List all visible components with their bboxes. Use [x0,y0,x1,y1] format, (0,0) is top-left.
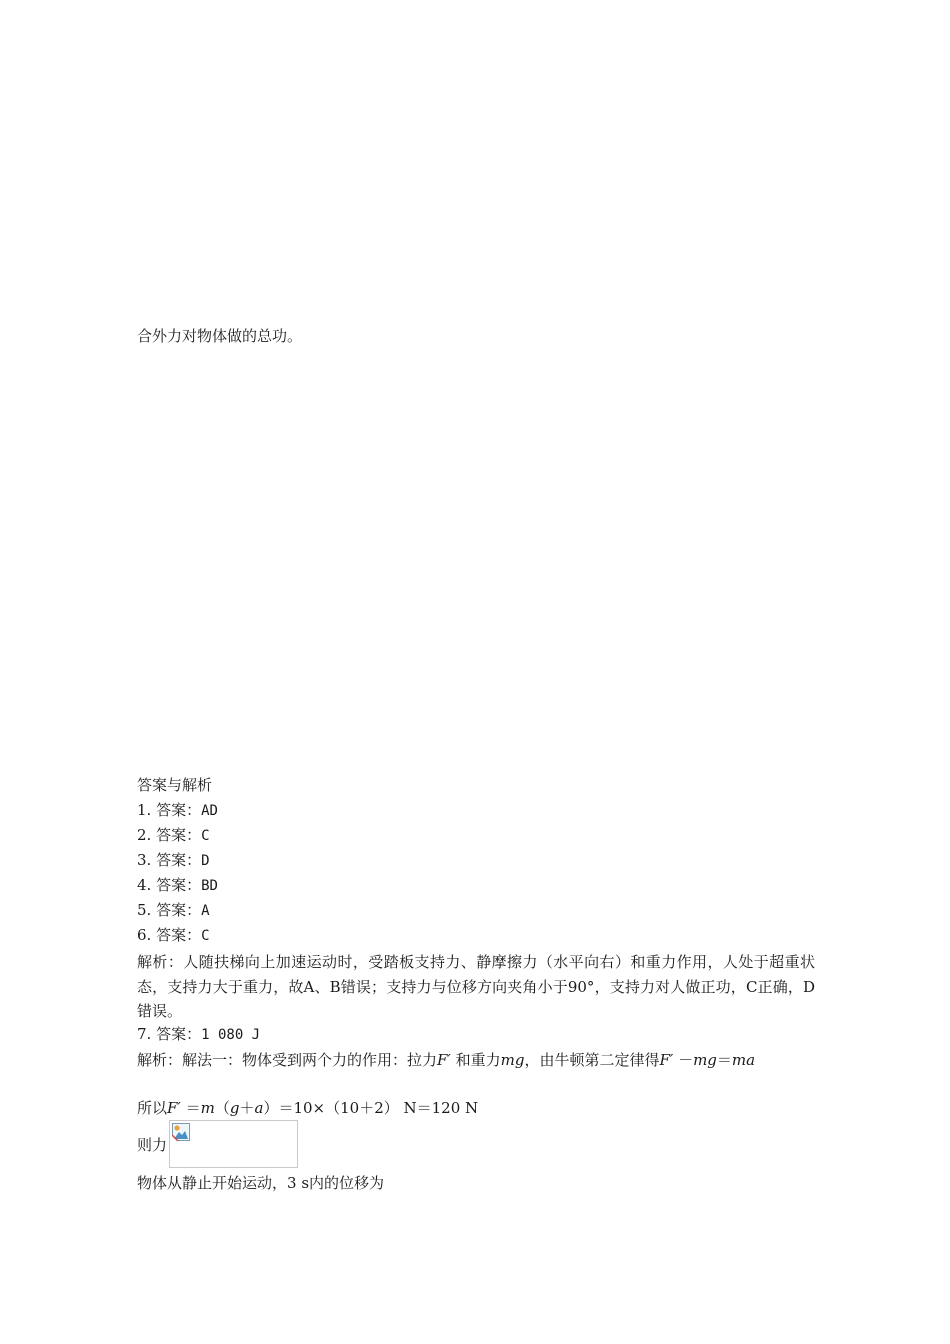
equation-line: 所以F′ ＝m（g＋a）＝10×（10＋2） N＝120 N [137,1099,479,1117]
answer-4: 4. 答案：BD [137,876,218,894]
answer-7: 7. 答案：1 080 J [137,1025,261,1043]
answer-5: 5. 答案：A [137,901,210,919]
analysis-6: 解析：人随扶梯向上加速运动时，受踏板支持力、静摩擦力（水平向右）和重力作用，人处于超重状态，支持力大于重力，故A、B错误；支持力与位移方向夹角小于90°，支持力对人做正功，C正确，D错误。 [137,953,815,1020]
last-line-text: 物体从静止开始运动，3 s内的位移为 [137,1174,385,1192]
section-heading: 答案与解析 [137,776,213,794]
answer-6: 6. 答案：C [137,926,210,944]
force-prefix-text: 则力 [137,1136,168,1154]
answer-2: 2. 答案：C [137,826,210,844]
answer-1: 1. 答案：AD [137,801,218,819]
broken-image-placeholder [169,1120,298,1168]
intro-tail-text: 合外力对物体做的总功。 [137,327,303,345]
answer-3: 3. 答案：D [137,851,210,869]
broken-image-icon [172,1123,190,1141]
analysis-7: 解析：解法一：物体受到两个力的作用：拉力F′ 和重力mg，由牛顿第二定律得F′ －mg＝ma [137,1051,756,1069]
